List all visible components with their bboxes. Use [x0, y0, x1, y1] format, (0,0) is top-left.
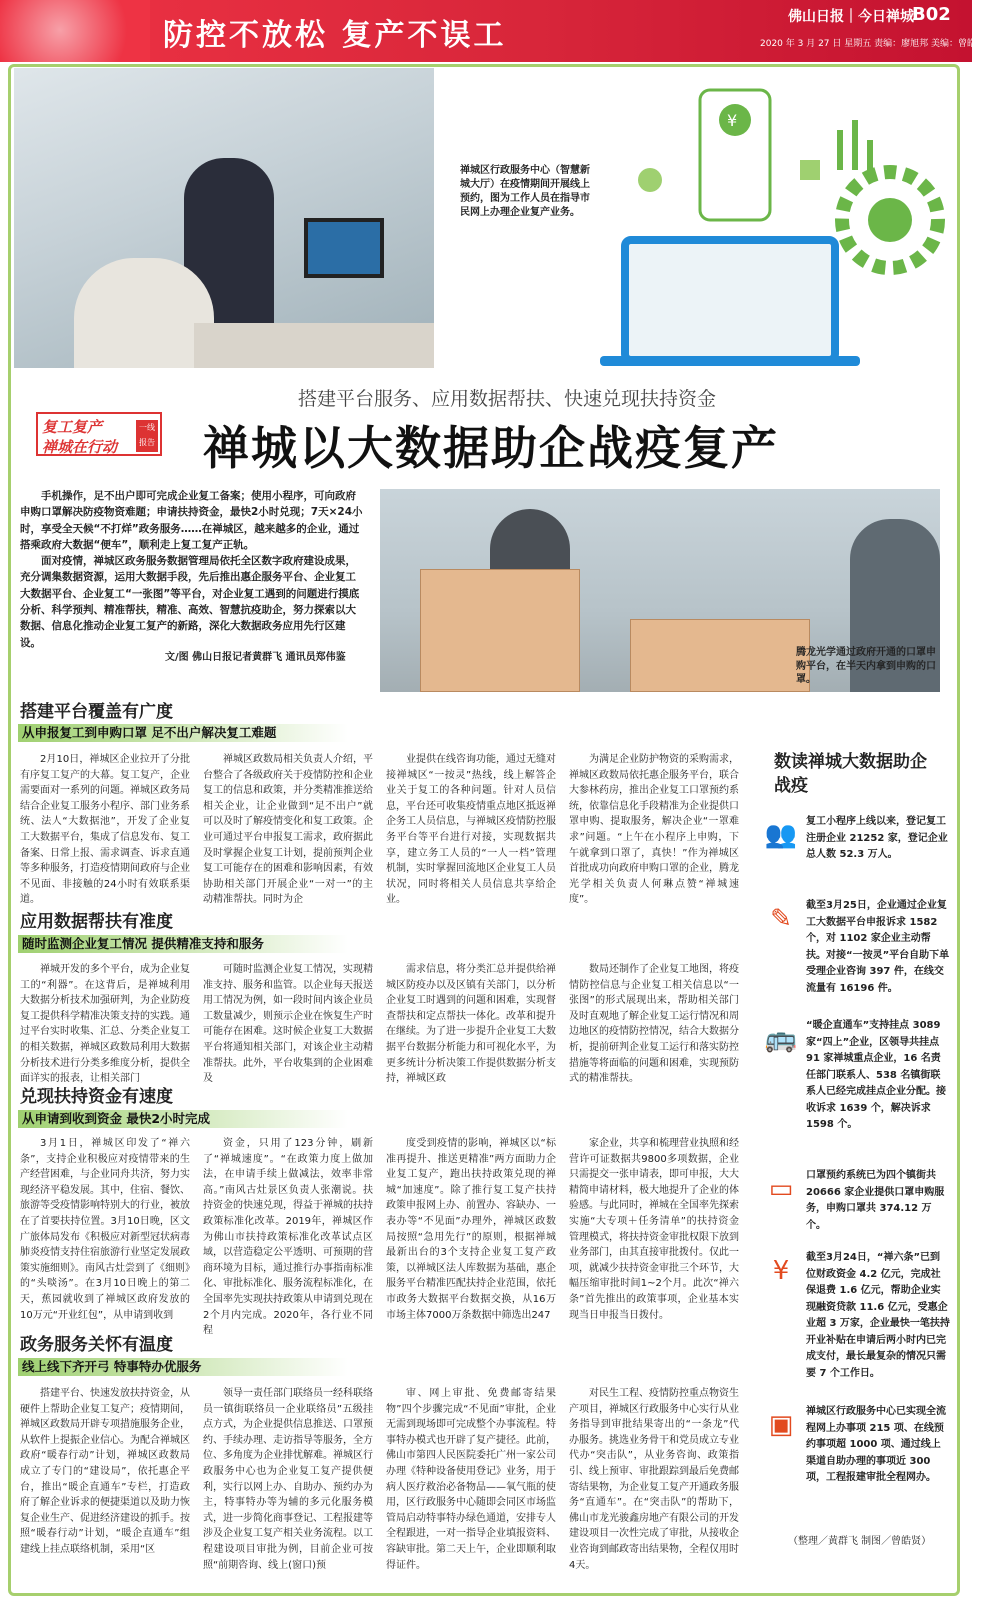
stamp-tag: 一线报告	[136, 420, 158, 452]
lead-paragraph: 手机操作，足不出户即可完成企业复工备案；使用小程序，可向政府申购口罩解决防疫物资难题；申请扶持资金，最快2小时兑现；7天×24小时，享受全天候“不打烊”政务服务……在禅城区，越来越多的企业，通过搭乘政府大数据“便车”，顺利走上复工复产正轨。	[20, 490, 363, 551]
headline: 禅城以大数据助企战疫复产	[203, 421, 779, 475]
photo2-caption: 腾龙光学通过政府开通的口罩申购平台，在半天内拿到申购的口罩。	[796, 647, 936, 685]
lead-paragraph: 面对疫情，禅城区政务服务数据管理局依托全区数字政府建设成果，充分调集数据资源，运用大数据手段，先后推出惠企服务平台、企业复工大数据平台、企业复工“一张图”等平台，对企业复工遇到的问题进行摸底分析、科学预判、精准帮扶，精准、高效、智慧抗疫助企，努力探索以大数据、信息化推动企业复工复产的新路，深化大数据政务应用先行区建设。	[20, 555, 360, 649]
section-title: 应用数据帮扶有准度	[20, 912, 173, 932]
page-number: B02	[912, 4, 951, 25]
section-subtitle: 随时监测企业复工情况 提供精准支持和服务	[18, 935, 348, 953]
sidebar-title: 数读禅城大数据助企战疫	[774, 752, 927, 796]
column-stamp	[36, 412, 162, 456]
sidebar-item-text: 截至3月24日，“禅六条”已到位财政资金 4.2 亿元，完成社保退费 1.6 亿元，帮助企业实现融资贷款 11.6 亿元，受惠企业超 3 万家，企业最快一笔扶持开业补贴在申请后两小时内已完成支付，最长最复杂的情况只需要 7 个工作日。	[806, 1252, 950, 1379]
article-column: 对民生工程、疫情防控重点物资生产项目，禅城区行政服务中心实行从业务指导到审批结果寄出的“一条龙”代办服务。挑选业务骨干和党员成立专业代办“突击队”，从业务咨询、政策指引、线上预审、审批跟踪到最后免费邮寄结果物，为企业复工复产开通政务服务“直通车”。在“突击队”的帮助下，佛山市龙光骏鑫房地产有限公司的开发建设项目一次性完成了审批，从接收企业咨询到邮政寄出结果物，全程仅用时4天。	[569, 1388, 739, 1571]
service-icon: ▣	[768, 1410, 794, 1440]
article-column: 业提供在线咨询功能，通过无缝对接禅城区“一按灵”热线，线上解答企业关于复工的各种问题。针对人员信息，平台还可收集疫情重点地区抵返禅企务工人员信息，与禅城区疫情防控服务平台等平台进行对接，实现数据共享，建立务工人员的“一人一档”管理机制，实时掌握回流地区企业复工人员状况，同时将相关人员信息共享给企业。	[386, 754, 556, 906]
laptop-illustration	[600, 70, 960, 370]
byline: 文/图 佛山日报记者黄群飞 通讯员郑伟鉴	[165, 652, 346, 663]
newspaper-name: 佛山日报｜今日禅城	[788, 9, 914, 25]
article-column: 度受到疫情的影响，禅城区以“标准再提升、推送更精准”两方面助力企业复工复产，跑出扶持政策兑现的禅城“加速度”。除了推行复工复产扶持政策申报网上办、前置办、容缺办、一表办等“不见面”办理外，禅城区政数局按照“急用先行”的原则，根据禅城最新出台的3个支持企业复工复产政策，以禅城区法人库数据为基础，惠企服务平台精准匹配扶持企业范围，依托市政务大数据平台数据交换，从16万市场主体7000万条数据中筛选出247	[386, 1138, 556, 1321]
credit-line: （整理／黄群飞 制图／曾皓贤）	[788, 1536, 932, 1547]
photo-service-center	[14, 68, 434, 368]
article-column: 可随时监测企业复工情况，实现精准支持、服务和监管。以企业每天报送用工情况为例，如一段时间内该企业员工数量减少，则预示企业在恢复生产时可能存在困难。这时候企业复工大数据平台将通知相关部门，对该企业主动精准帮扶。此外，平台收集到的企业困难及	[203, 964, 373, 1085]
sidebar-item	[758, 1250, 954, 1400]
article-column: 领导一责任部门联络员一经科联络员一镇街联络员一企业联络员”五级挂点方式，为企业提供信息推送、口罩预约、手续办理、走访指导等服务，全方位、多角度为企业排忧解难。禅城区行政服务中心也为企业复工复产提供便利，实行以网上办、自助办、预约办为主，特事特办等为辅的多元化服务模式，进一步简化商事登记、工程报建等涉及企业复工复产相关业务流程。以工程建设项目审批为例，目前企业可按照“前期咨询、线上(窗口)预	[203, 1388, 373, 1571]
article-column: 为满足企业防护物资的采购需求，禅城区政数局依托惠企服务平台，联合大参林药房，推出企业复工口罩预约系统，依靠信息化手段精准为企业提供口罩申购、提取服务，解决企业“一罩难求”问题。“上午在小程序上申购，下午就拿到口罩了，真快！”作为禅城区首批成功向政府申购口罩的企业，腾龙光学相关负责人何琳点赞“禅城速度”。	[569, 754, 739, 906]
sidebar-item	[758, 1168, 954, 1244]
issue-meta: 2020 年 3 月 27 日 星期五 责编：廖旭邦 美编：曾皓贤	[760, 39, 985, 49]
section-title: 政务服务关怀有温度	[20, 1335, 173, 1355]
section-title: 兑现扶持资金有速度	[20, 1087, 173, 1107]
sub-headline: 搭建平台服务、应用数据帮扶、快速兑现扶持资金	[298, 388, 717, 410]
article-column: 禅城区政数局相关负责人介绍，平台整合了各级政府关于疫情防控和企业复工的信息和政策，并分类精准推送给相关企业，让企业做到“足不出户”就可以及时了解疫情变化和复工政策。企业可通过平台申报复工需求，政府据此及时掌握企业复工计划，提前预判企业复工可能存在的困难和影响因素，有效协助相关部门开展企业“一对一”的主动精准帮扶。同时为企	[203, 754, 373, 906]
data-sidebar	[758, 742, 954, 1562]
mask-icon: ▭	[768, 1174, 794, 1204]
article-column: 资金，只用了123分钟，刷新了“禅城速度”。“在政策力度上做加法，在申请手续上做减法，效率非常高。”南风古灶景区负责人张潮说。扶持资金的快速兑现，得益于禅城的扶持政策标准化改革。2019年，禅城区作为佛山市扶持政策标准化改革试点区域，以营造稳定公平透明、可预期的营商环境为目标，通过推行办事指南标准化、审批标准化、服务流程标准化，在全国率先实现扶持政策从申请到兑现在2个月内完成。2020年，各行业不同程	[203, 1138, 373, 1337]
money-icon: ¥	[772, 1256, 790, 1286]
article-column: 搭建平台、快速发放扶持资金，从硬件上帮助企业复工复产；疫情期间，禅城区政数局开辟专项措施服务企业，从软件上提振企业信心。为配合禅城区政府“暖春行动”计划，禅城区政数局成立了专门的“建设局”，依托惠企平台，推出“暖企直通车”专栏，打造政府了解企业诉求的便捷渠道以及助力恢复企业生产、促进经济建设的抓手。按照“暖春行动”计划，“暖企直通车”组建线上挂点联络机制，采用“区	[20, 1388, 190, 1555]
sidebar-item	[758, 898, 954, 1006]
photo1-caption: 禅城区行政服务中心（智慧新城大厅）在疫情期间开展线上预约，图为工作人员在指导市民网上办理企业复产业务。	[460, 165, 590, 218]
sidebar-item-text: “暖企直通车”支持挂点 3089 家“四上”企业，区领导共挂点 91 家禅城重点企业，16 名责任部门联系人、538 名镇街联系人已经完成挂点企业分配。接收诉求 1639 个，解决诉求 1598 个。	[806, 1020, 946, 1130]
svg-text:¥: ¥	[727, 111, 738, 130]
section-subtitle: 从申报复工到申购口罩 足不出户解决复工难题	[18, 724, 348, 742]
article-column: 审、网上审批、免费邮寄结果物”四个步骤完成“不见面”审批，企业无需到现场即可完成整个办事流程。特事特办模式也开辟了复产捷径。此前，佛山市第四人民医院委托广州一家公司办理《特种设备使用登记》业务，用于病人医疗救治必备物品——氧气瓶的使用，区行政服务中心随即会同区市场监管局启动特事特办绿色通道，安排专人全程跟进，一对一指导企业填报资料、容缺审批。第二天上午，企业即顺利取得证件。	[386, 1388, 556, 1571]
article-column: 家企业，共享和梳理营业执照和经营许可证数据共9800多项数据，企业只需提交一张申请表，即可申报，大大精简申请材料，极大地提升了企业的体验感。与此同时，禅城在全国率先探索实施“大专项＋任务清单”的扶持资金管理模式，将扶持资金审批权限下放到业务部门，由其直接审批拨付。仅此一项，就减少扶持资金审批三个环节，大幅压缩审批时间1~2个月。此次“禅六条”首先推出的政策事项，企业基本实现当日申报当日拨付。	[569, 1138, 739, 1321]
section-subtitle: 从申请到收到资金 最快2小时完成	[18, 1110, 348, 1128]
stamp-line1: 复工复产	[42, 418, 103, 436]
article-column: 需求信息，将分类汇总并提供给禅城区防疫办以及区镇有关部门，以分析企业复工时遇到的问题和困难，实现督查帮扶和定点帮扶一体化。改革和提升在继续。为了进一步提升企业复工大数据平台数据分析能力和可视化水平，为更多统计分析决策工作提供数据分析支持，禅城区政	[386, 964, 556, 1085]
sidebar-item	[758, 1018, 954, 1158]
sidebar-item	[758, 1404, 954, 1514]
sidebar-item-text: 口罩预约系统已为四个镇街共 20666 家企业提供口罩申购服务，申购口罩共 374.12 万个。	[806, 1170, 945, 1231]
article-column: 3月1日，禅城区印发了“禅六条”，支持企业积极应对疫情带来的生产经营困难，与企业同舟共济，努力实现经济平稳发展。其中，住宿、餐饮、旅游等受疫情影响特别大的行业，被放在了首要扶持位置。3月10日晚，区文广旅体局发布《积极应对新型冠状病毒肺炎疫情支持住宿旅游行业坚定发展政策实施细则》。南风古灶尝到了《细则》的“头啖汤”。在3月10日晚上的第二天，蕉园就收到了禅城区政府发放的10万元“开业红包”，从申请到收到	[20, 1138, 190, 1321]
sidebar-item-text: 截至3月25日，企业通过企业复工大数据平台申报诉求 1582 个，对 1102 家企业主动帮扶。对接“一按灵”平台自助下单受理企业咨询 397 件，在线交流量有 16196 件。	[806, 900, 950, 994]
article-column: 2月10日，禅城区企业拉开了分批有序复工复产的大幕。复工复产，企业需要面对一系列的问题。禅城区政务局结合企业复工服务小程序、部门业务系统、法人“大数据池”，开发了企业复工大数据平台，集成了信息发布、复工备案、日常上报、需求调查、诉求直通等多种服务，打造疫情期间政府与企业不见面、非接触的24小时有效联系渠道。	[20, 754, 190, 906]
banner-decoration	[0, 0, 150, 62]
article-column: 数局还制作了企业复工地图，将疫情防控信息与企业复工相关信息以“一张图”的形式展现出来，帮助相关部门及时直观地了解企业复工运行情况和周边地区的疫情防控情况，结合大数据分析，提前研判企业复工运行和落实防控措施等将面临的问题和困难，实现预防式的精准帮扶。	[569, 964, 739, 1085]
article-column: 禅城开发的多个平台，成为企业复工的“利器”。在这背后，是禅城利用大数据分析技术加强研判，为企业防疫复工提供科学精准决策支持的实践。通过平台实时收集、汇总、分类企业复工的相关数据，禅城区政数局利用大数据分析技术进行分类多维度分析，提供全面详实的报表，让相关部门	[20, 964, 190, 1085]
banner-slogan: 防控不放松 复产不误工	[163, 18, 507, 53]
stamp-line2: 禅城在行动	[42, 438, 118, 456]
section-subtitle: 线上线下齐开弓 特事特办优服务	[18, 1358, 348, 1376]
sidebar-item-text: 复工小程序上线以来，登记复工注册企业 21252 家，登记企业总人数 52.3 万人。	[806, 816, 948, 860]
form-icon: ✎	[770, 904, 792, 934]
lead-paragraphs	[20, 488, 365, 651]
section-title: 搭建平台覆盖有广度	[20, 702, 173, 722]
sidebar-item	[758, 814, 954, 888]
page-banner	[0, 0, 985, 62]
people-icon: 👥	[764, 820, 798, 850]
bus-icon: 🚌	[764, 1024, 798, 1054]
sidebar-item-text: 禅城区行政服务中心已实现全流程网上办事项 215 项、在线预约事项超 1000 项、通过线上渠道自助办理的事项近 300 项，工程报建审批全程网办。	[806, 1406, 946, 1483]
